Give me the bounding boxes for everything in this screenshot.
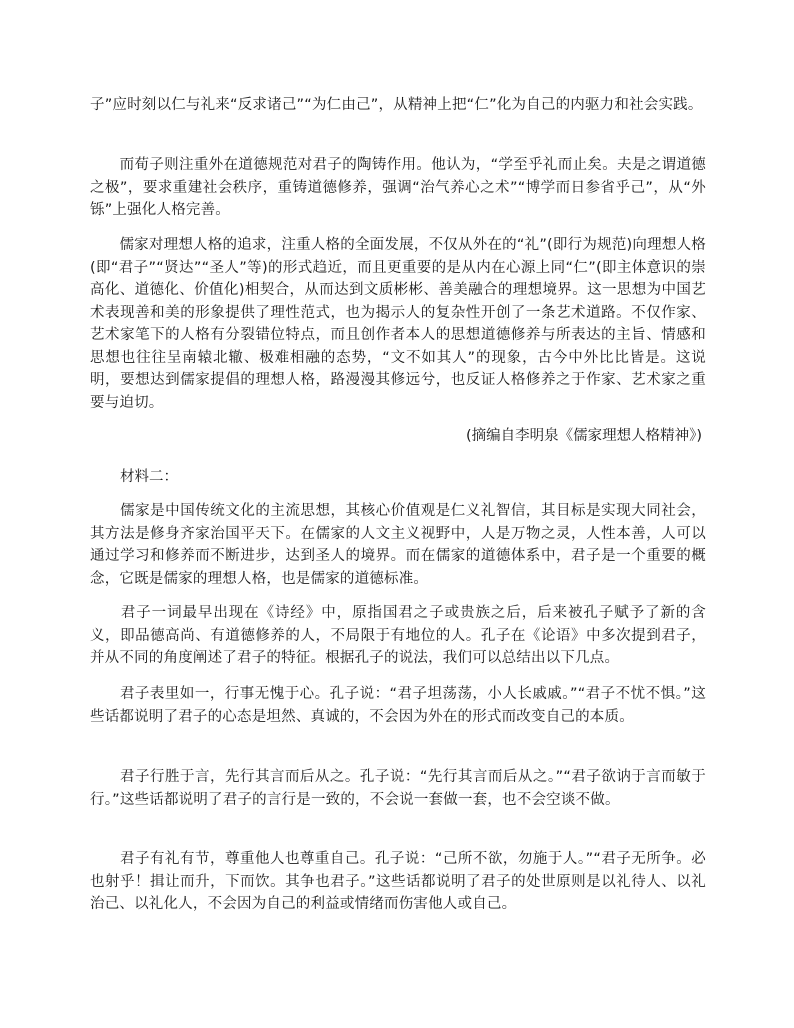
paragraph-3: 儒家对理想人格的追求，注重人格的全面发展，不仅从外在的“礼”(即行为规范)向理想人格(即“君子”“贤达”“圣人”等)的形式趋近，而且更重要的是从内在心源上同“仁”(即主体意识的崇高化、道德化、价值化)相契合，从而达到文质彬彬、善美融合的理想境界。这一思想为中国艺术表现善和美的形象提供了理性范式，也为揭示人的复杂性开创了一条艺术道路。不仅作家、艺术家笔下的人格有分裂错位特点，而且创作者本人的思想道德修养与所表达的主旨、情感和思想也往往呈南辕北辙、极难相融的态势，“文不如其人”的现象，古今中外比比皆是。这说明，要想达到儒家提倡的理想人格，路漫漫其修远兮，也反证人格修养之于作家、艺术家之重要与迫切。 xyxy=(90,237,706,411)
section-heading: 材料二： xyxy=(120,469,178,485)
paragraph-6: 君子表里如一，行事无愧于心。孔子说：“君子坦荡荡，小人长戚戚。”“君子不忧不惧。”这些话都说明了君子的心态是坦然、真诚的，不会因为外在的形式而改变自己的本质。 xyxy=(90,686,706,725)
paragraph-2: 而荀子则注重外在道德规范对君子的陶铸作用。他认为，“学至乎礼而止矣。夫是之谓道德之极”，要求重建社会秩序，重铸道德修养，强调“治气养心之术”“博学而日参省乎己”，从“外铄”上强化人格完善。 xyxy=(90,157,706,218)
paragraph-1: 子”应时刻以仁与礼来“反求诸己”“为仁由己”，从精神上把“仁”化为自己的内驱力和社会实践。 xyxy=(90,97,703,113)
paragraph-7: 君子行胜于言，先行其言而后从之。孔子说：“先行其言而后从之。”“君子欲讷于言而敏于行。”这些话都说明了君子的言行是一致的，不会说一套做一套，也不会空谈不做。 xyxy=(90,769,706,808)
paragraph-5: 君子一词最早出现在《诗经》中，原指国君之子或贵族之后，后来被孔子赋予了新的含义，即品德高尚、有道德修养的人，不局限于有地位的人。孔子在《论语》中多次提到君子，并从不同的角度阐述了君子的特征。根据孔子的说法，我们可以总结出以下几点。 xyxy=(90,605,706,666)
source-citation: (摘编自李明泉《儒家理想人格精神》) xyxy=(465,428,702,444)
paragraph-8: 君子有礼有节，尊重他人也尊重自己。孔子说：“己所不欲，勿施于人。”“君子无所争。必也射乎！揖让而升，下而饮。其争也君子。”这些话都说明了君子的处世原则是以礼待人、以礼治己、以礼化人，不会因为自己的利益或情绪而伤害他人或自己。 xyxy=(90,851,706,912)
paragraph-4: 儒家是中国传统文化的主流思想，其核心价值观是仁义礼智信，其目标是实现大同社会，其方法是修身齐家治国平天下。在儒家的人文主义视野中，人是万物之灵，人性本善，人可以通过学习和修养而不断进步，达到圣人的境界。而在儒家的道德体系中，君子是一个重要的概念，它既是儒家的理想人格，也是儒家的道德标准。 xyxy=(90,503,706,587)
